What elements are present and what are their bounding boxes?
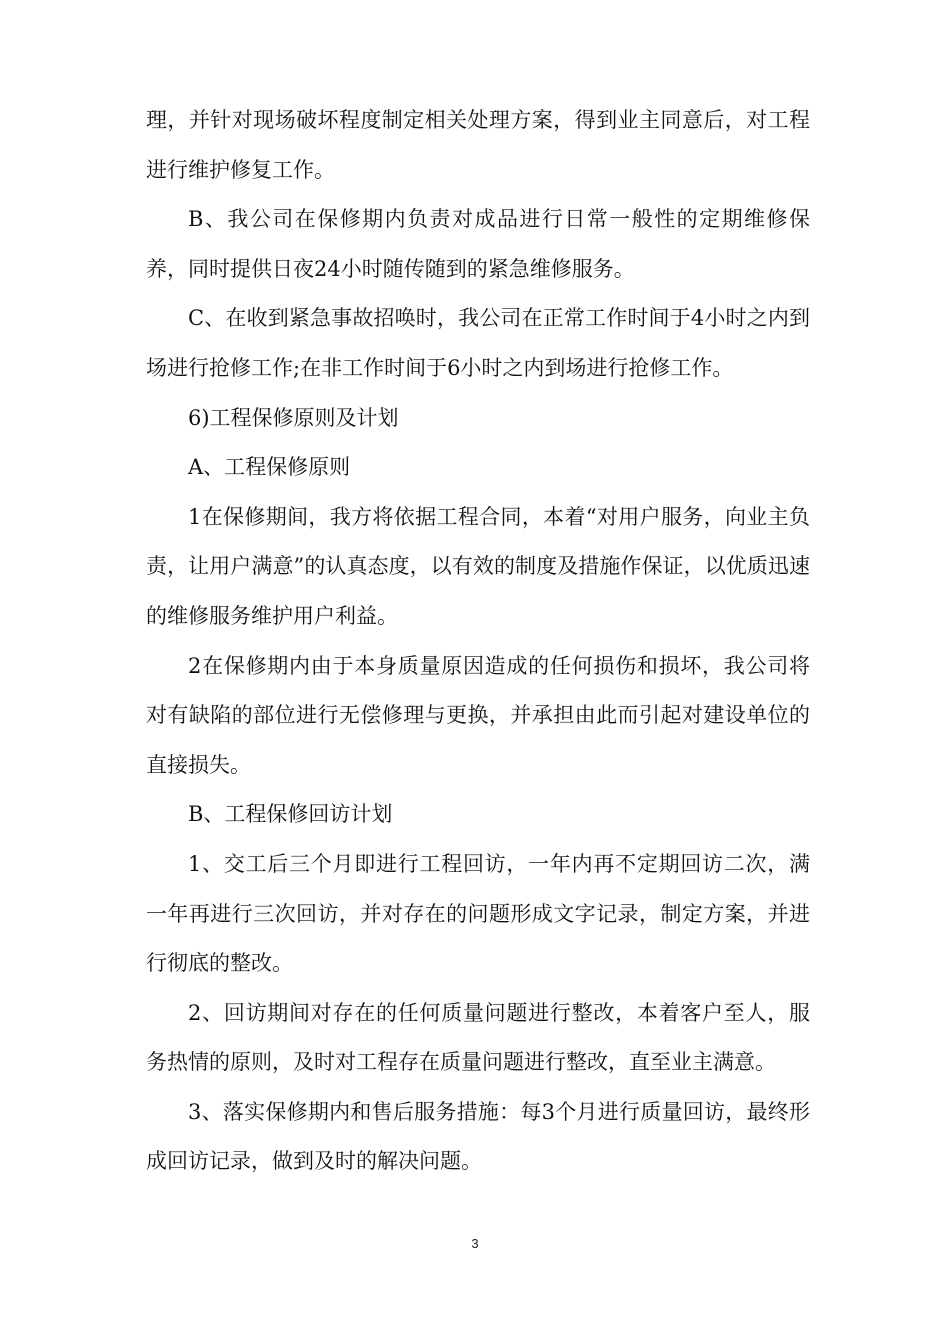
paragraph-c-emergency: C、在收到紧急事故招唤时，我公司在正常工作时间于4小时之内到场进行抢修工作;在非工作时间于6小时之内到场进行抢修工作。 [146,306,810,380]
paragraph-revisit-3: 3、落实保修期内和售后服务措施：每3个月进行质量回访，最终形成回访记录，做到及时的解决问题。 [146,1099,810,1174]
page-number: 3 [471,1236,479,1251]
section-heading-warranty-plan: 6)工程保修原则及计划 [188,405,399,430]
paragraph-b-maintenance: B、我公司在保修期内负责对成品进行日常一般性的定期维修保养，同时提供日夜24小时随传随到的紧急维修服务。 [146,207,810,281]
paragraph-continuation: 理，并针对现场破坏程度制定相关处理方案，得到业主同意后，对工程进行维护修复工作。 [146,108,810,182]
paragraph-principle-1: 1在保修期间，我方将依据工程合同，本着“对用户服务，向业主负责，让用户满意”的认真态度，以有效的制度及措施作保证，以优质迅速的维修服务维护用户利益。 [146,504,810,628]
subheading-revisit-plan: B、工程保修回访计划 [188,802,393,827]
paragraph-revisit-2: 2、回访期间对存在的任何质量问题进行整改，本着客户至人，服务热情的原则，及时对工程存在质量问题进行整改，直至业主满意。 [146,1000,810,1075]
subheading-warranty-principles: A、工程保修原则 [188,455,351,480]
paragraph-revisit-1: 1、交工后三个月即进行工程回访，一年内再不定期回访二次，满一年再进行三次回访，并对存在的问题形成文字记录，制定方案，并进行彻底的整改。 [146,851,810,976]
document-body [146,96,810,1187]
paragraph-principle-2: 2在保修期内由于本身质量原因造成的任何损伤和损坏，我公司将对有缺陷的部位进行无偿修理与更换，并承担由此而引起对建设单位的直接损失。 [146,653,810,777]
